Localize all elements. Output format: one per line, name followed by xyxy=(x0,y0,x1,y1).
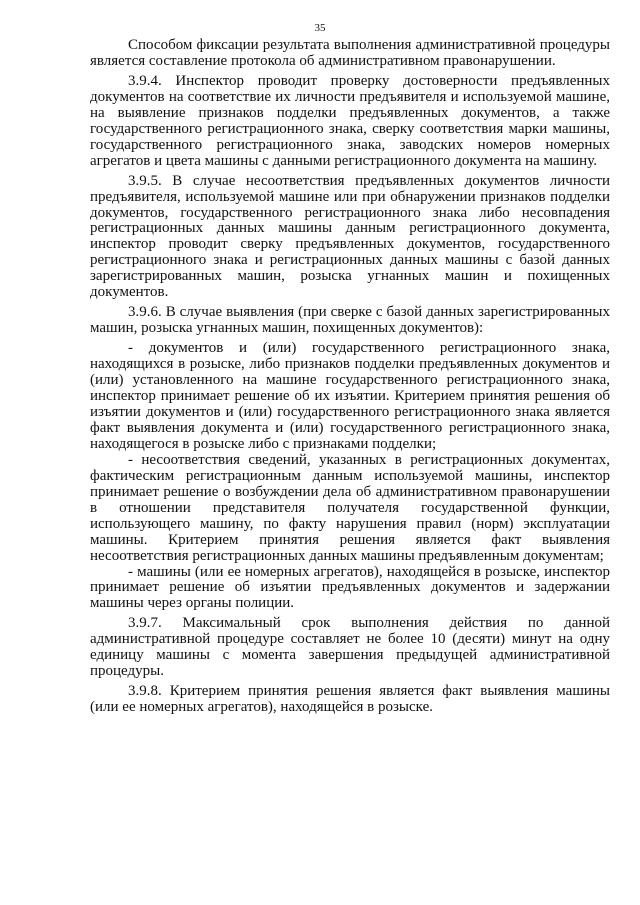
paragraph-3-9-5: 3.9.5. В случае несоответствия предъявленных документов личности предъявителя, используемой машине или при обнаружении признаков подделки документов, государственного регистрационного знака либо несовпадения регистрационных данных машины данным регистрационного документа, инспектор проводит сверку предъявленных документов, государственного регистрационного знака и регистрационных данных машины с базой данных зарегистрированных машин, розыска угнанных машин и похищенных документов. xyxy=(90,172,610,301)
page-number: 35 xyxy=(314,22,326,34)
paragraph-3-9-7: 3.9.7. Максимальный срок выполнения действия по данной административной процедуре составляет не более 10 (десяти) минут на одну единицу машины с момента завершения предыдущей административной процедуры. xyxy=(90,615,610,680)
document-body xyxy=(90,38,610,716)
list-item-documents-wanted: - документов и (или) государственного регистрационного знака, находящихся в розыске, либо признаков подделки предъявленных документов и (или) установленного на машине государственного регистрационного знака, инспектор принимает решение об их изъятии. Критерием принятия решения об изъятии документов и (или) государственного регистрационного знака является факт выявления документа и (или) государственного регистрационного знака, находящегося в розыске либо с признаками подделки; xyxy=(90,340,610,452)
paragraph-protocol-method: Способом фиксации результата выполнения административной процедуры является составление протокола об административном правонарушении. xyxy=(90,37,610,69)
paragraph-3-9-4: 3.9.4. Инспектор проводит проверку достоверности предъявленных документов на соответствие их личности предъявителя и используемой машине, на выявление признаков подделки предъявленных документов, а также государственного регистрационного знака, сверку соответствия марки машины, государственного регистрационного знака, заводских номеров номерных агрегатов и цвета машины с данными регистрационного документа на машину. xyxy=(90,72,610,169)
paragraph-3-9-8: 3.9.8. Критерием принятия решения является факт выявления машины (или ее номерных агрегатов), находящейся в розыске. xyxy=(90,683,610,716)
list-item-machine-wanted: - машины (или ее номерных агрегатов), находящейся в розыске, инспектор принимает решение об изъятии предъявленных документов и задержании машины через органы полиции. xyxy=(90,563,610,612)
paragraph-3-9-6: 3.9.6. В случае выявления (при сверке с базой данных зарегистрированных машин, розыска угнанных машин, похищенных документов): xyxy=(90,304,610,337)
list-item-data-mismatch: - несоответствия сведений, указанных в регистрационных документах, фактическим регистрационным данным используемой машины, инспектор принимает решение о возбуждении дела об административном правонарушении в отношении представителя получателя государственной функции, использующего машину, по факту нарушения правил (норм) эксплуатации машины. Критерием принятия решения является факт выявления несоответствия регистрационных данных машины предъявленным документам; xyxy=(90,451,610,564)
